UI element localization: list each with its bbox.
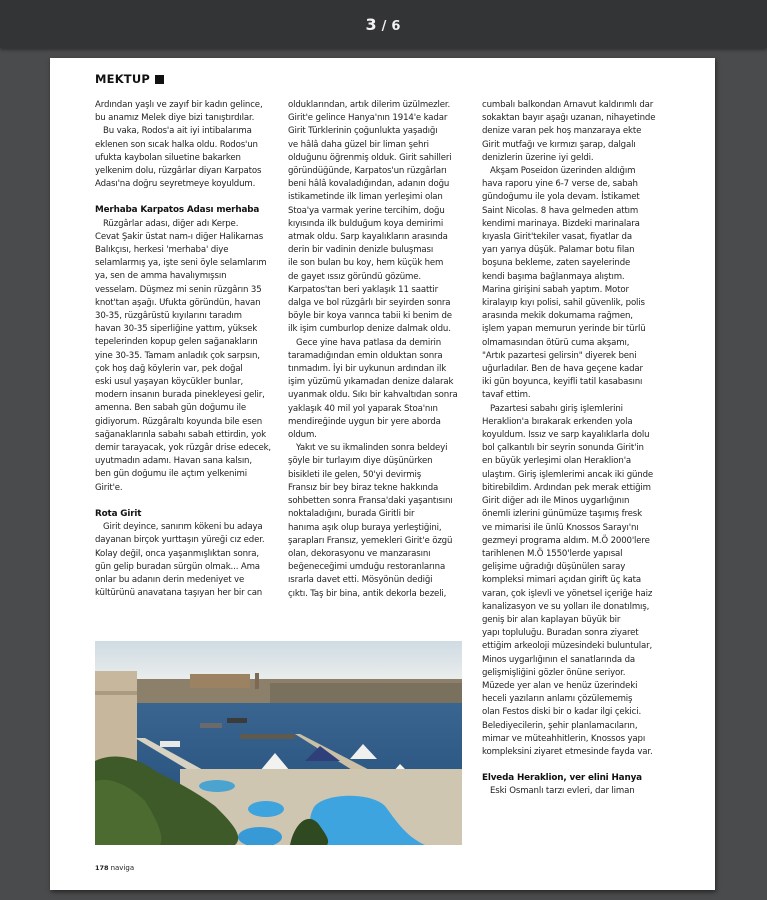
text-line: ısrarla davet etti. Mösyönün dediği xyxy=(288,575,433,586)
text-line: heceli yazıların anlamı çözülememiş xyxy=(482,694,633,705)
text-line: oldum. xyxy=(288,430,317,441)
text-line: ilk işim cumburlop denize dalmak oldu. xyxy=(288,324,451,335)
text-line: derin bir vadinin denizle buluşması xyxy=(288,245,434,256)
text-line: bitirebildim. Ardından pek merak ettiğim xyxy=(482,482,651,493)
subheading: Elveda Heraklion, ver elini Hanya xyxy=(482,773,642,784)
current-page-number: 3 xyxy=(365,14,378,34)
text-line: hava raporu yine 6-7 verse de, sabah xyxy=(482,179,638,190)
text-line: sohbetten sonra Fransa'daki yaşantısını xyxy=(288,496,453,507)
text-line: Gece yine hava patlasa da demirin xyxy=(296,337,442,348)
subheading: Rota Girit xyxy=(95,508,142,519)
text-line: sokaktan bayır aşağı uzanan, nihayetinde xyxy=(482,113,656,124)
text-line: dayanan birçok yurttaşın yüreği cız eder. xyxy=(95,535,265,546)
text-line: çok hoş dağ köylerin var, pek doğal xyxy=(95,363,243,374)
text-line: knot'tan aşağı. Ufukta göründün, havan xyxy=(95,297,261,308)
text-line: Girit diğer adı ile Minos uygarlığının xyxy=(482,496,630,507)
harbor-photo-image xyxy=(95,641,462,845)
text-line: kanalizasyon ve su yolları ile donatılmış, xyxy=(482,601,650,612)
text-line: modern insanın burada pinekleyesi gelir, xyxy=(95,390,265,401)
photo-building xyxy=(95,671,137,761)
text-line: Ardından yaşlı ve zayıf bir kadın gelince, xyxy=(95,100,263,110)
text-line: tarihlenen M.Ö 1550'lerde yapısal xyxy=(482,548,623,559)
text-line: Girit Türklerinin çoğunlukta yaşadığı xyxy=(288,126,438,137)
text-line: sağanaklarınla sabahı sabah ettirdin, yok xyxy=(95,429,266,440)
text-line: Bu vaka, Rodos'a ait iyi intibalarıma xyxy=(103,126,252,137)
paragraph-gap xyxy=(482,759,667,772)
text-line: Girit deyince, sanırım kökeni bu adaya xyxy=(103,522,263,533)
harbor-photo xyxy=(95,641,462,845)
section-tag xyxy=(95,72,164,86)
text-line: beni hâlâ kovaladığından, adanın doğu xyxy=(288,179,450,190)
text-line: ya, sen de amma havalıymışsın xyxy=(95,271,227,282)
text-line: Girit'e. xyxy=(95,482,123,493)
text-line: olan, dekorasyonu ve manzarasını xyxy=(288,548,431,559)
text-line: beğeneceğimi umduğu restoranlarına xyxy=(288,562,446,573)
photo-boat-2 xyxy=(200,723,222,728)
text-line: ufukta kaybolan siluetine bakarken xyxy=(95,152,241,163)
text-line: kültürünü anavatana taşıyan her bir can xyxy=(95,588,263,599)
text-line: ve hâlâ daha güzel bir liman şehri xyxy=(288,139,429,150)
text-line: Adası'na doğru seyretmeye koyuldum. xyxy=(95,179,256,190)
text-line: denize varan pek hoş manzaraya ekte xyxy=(482,126,642,137)
text-line: ulaştım. Giriş işlemlerimi ancak iki günde xyxy=(482,469,654,480)
photo-building-shade xyxy=(95,691,137,695)
text-line: geniş bir alan kaplayan büyük bir xyxy=(482,614,621,625)
text-line: onlar bu adanın derin medeniyet ve xyxy=(95,574,245,585)
photo-boat-3 xyxy=(160,741,180,747)
text-line: noktaladığını, burada Giritli bir xyxy=(288,509,415,520)
page-indicator xyxy=(366,15,402,34)
text-line: varan, çok işlevli ve yönetsel içeriğe haiz xyxy=(482,588,653,599)
text-line: istikametinde ilk liman yerleşimi olan xyxy=(288,192,443,203)
text-line: Karpatos'tan beri yaklaşık 11 saattir xyxy=(288,284,439,295)
square-bullet-icon xyxy=(155,75,164,84)
text-line: denizlerin üzerine iyi geldi. xyxy=(482,152,594,163)
text-line: Kolay değil, onca yaşanmışlıktan sonra, xyxy=(95,548,260,559)
text-line: Heraklion'a bırakarak erkenden yola xyxy=(482,416,633,427)
text-column-1 xyxy=(95,99,275,600)
text-line: tepelerinden kopup gelen sağanakların xyxy=(95,337,258,348)
viewer-toolbar xyxy=(0,0,767,48)
text-column-2 xyxy=(288,99,468,601)
text-line: 30-35, rüzgârüstü kıyılarını taradım xyxy=(95,311,242,322)
text-line: kompleksini ziyaret etmesinde fayda var. xyxy=(482,746,653,757)
text-line: kendimi marinaya. Bizdeki marinalara xyxy=(482,218,640,229)
text-line: mendireğinde uygun bir yere aborda xyxy=(288,416,441,427)
text-line: yine 30-35. Tamam anladık çok sarpsın, xyxy=(95,350,260,361)
photo-tower xyxy=(255,673,259,689)
text-line: uyutmadın adamı. Havan sana kalsın, xyxy=(95,456,252,467)
text-line: Müzede yer alan ve henüz üzerindeki xyxy=(482,680,638,691)
text-line: mimar ve müteahhitlerin, Knossos yapı xyxy=(482,733,646,744)
text-line: de gayet ıssız göründü gözüme. xyxy=(288,271,421,282)
text-line: taramadığından emin olduktan sonra xyxy=(288,350,443,361)
folio-page-number: 178 xyxy=(95,864,109,872)
text-line: kıyısında ilk bulduğum koya demirimi xyxy=(288,218,444,229)
text-line: boşuna bekleme, zaten sayelerinde xyxy=(482,258,631,269)
text-line: Fransız bir bey biraz tekne hakkında xyxy=(288,482,439,493)
text-line: Saint Nicolas. 8 hava gelmeden attım xyxy=(482,205,639,216)
text-line: Minos uygarlığının el sanatlarında da xyxy=(482,654,636,665)
text-line: hanıma aşık olup buraya yerleştiğini, xyxy=(288,522,442,533)
text-line: önemli izlerini günümüze taşımış fresk xyxy=(482,509,642,520)
text-line: şarapları Fransız, yemekleri Girit'e özgü xyxy=(288,535,453,546)
text-line: bu anamız Melek diye bizi tanıştırdılar. xyxy=(95,113,255,124)
text-line: olmamasından ötürü cuma akşamı, xyxy=(482,337,630,348)
text-line: Balıkçısı, herkesi 'merhaba' diye xyxy=(95,245,229,256)
text-line: Eski Osmanlı tarzı evleri, dar liman xyxy=(490,786,635,797)
photo-fountain xyxy=(199,780,235,792)
text-line: kompleksi mimari açıdan girift üç kata xyxy=(482,575,641,586)
text-line: kiralayıp kıyı polisi, sahil güvenlik, polis xyxy=(482,298,645,309)
photo-pier xyxy=(240,734,295,739)
text-line: uğurladılar. Ben de hava geçene kadar xyxy=(482,364,643,375)
text-line: bisikleti ile gelen, 50'yi devirmiş xyxy=(288,469,422,480)
text-line: yaklaşık 40 mil yol yaparak Stoa'nın xyxy=(288,403,438,414)
text-line: Pazartesi sabahı giriş işlemlerini xyxy=(490,403,623,414)
text-line: ve mimarisi ile ünlü Knossos Sarayı'nı xyxy=(482,522,639,533)
text-line: atmak oldu. Sarp kayalıkların arasında xyxy=(288,232,448,243)
text-line: Yakıt ve su ikmalinden sonra beldeyi xyxy=(296,443,448,454)
photo-hillside xyxy=(270,683,462,705)
text-line: demir tarayacak, yok rüzgâr drise edecek, xyxy=(95,443,271,454)
text-line: böyle bir koya varınca tabii ki benim de xyxy=(288,311,452,322)
text-line: eski usul yaşayan köycükler bunlar, xyxy=(95,377,244,388)
subheading: Merhaba Karpatos Adası merhaba xyxy=(95,205,260,216)
text-line: vesselam. Düşmez mi senin rüzgârın 35 xyxy=(95,284,262,295)
text-line: uyanmak oldu. Sıkı bir kahvaltıdan sonra xyxy=(288,390,458,401)
text-line: Stoa'ya varmak yerine tercihim, doğu xyxy=(288,205,445,216)
text-line: ile son bulan bu koy, hem küçük hem xyxy=(288,258,444,269)
text-line: Girit'e gelince Hanya'nın 1914'e kadar xyxy=(288,113,448,124)
text-line: yapı topluluğu. Buradan sonra ziyaret xyxy=(482,628,639,639)
text-column-3 xyxy=(482,99,667,799)
text-line: işim yüzümü yıkamadan denize dalarak xyxy=(288,377,454,388)
text-line: ben gün doğumu ile açtım yelkenimi xyxy=(95,469,248,480)
photo-fortress xyxy=(190,674,250,688)
text-line: kıyasla Girit'tekiler vasat, fiyatlar da xyxy=(482,232,632,243)
text-line: koyuldum. Issız ve sarp kayalıklarla dolu xyxy=(482,430,650,441)
text-line: Akşam Poseidon üzerinden aldığım xyxy=(490,166,636,177)
text-line: arasında mekik dokumama rağmen, xyxy=(482,311,633,322)
text-line: eklenen son sıcak halka oldu. Rodos'un xyxy=(95,139,258,150)
section-tag-label: MEKTUP xyxy=(95,72,151,86)
text-line: "Artık pazartesi gelirsin" diyerek beni xyxy=(482,350,637,361)
photo-small-pool xyxy=(248,801,284,817)
text-line: selamlarmış ya, işte seni öyle selamlarım xyxy=(95,258,267,269)
paragraph-gap xyxy=(95,495,275,508)
text-line: iki gün boyunca, keyifli tatil kasabasını xyxy=(482,377,643,388)
text-line: Girit mutfağı ve kırmızı şarap, dalgalı xyxy=(482,139,636,150)
text-line: Marina girişini sabah yaptım. Motor xyxy=(482,284,629,295)
page-separator: / xyxy=(381,18,388,34)
text-line: Cevat Şakir üstat nam-ı diğer Halikarnas xyxy=(95,231,264,242)
text-line: gezmeyi programa aldım. M.Ö 2000'lere xyxy=(482,535,650,546)
text-line: en büyük yerleşimi olan Heraklion'a xyxy=(482,456,632,467)
paragraph-gap xyxy=(95,191,275,204)
text-line: olduklarından, artık dilerim üzülmezler. xyxy=(288,100,451,110)
text-line: tınmadım. İyi bir uykunun ardından ilk xyxy=(288,364,447,375)
text-line: şöyle bir turlayım diye düşünürken xyxy=(288,456,433,467)
text-line: olan Festos diski bir o kadar ilgi çekici. xyxy=(482,707,642,718)
folio-brand: naviga xyxy=(110,864,135,872)
text-line: tavaf ettim. xyxy=(482,390,531,401)
total-pages: 6 xyxy=(391,18,402,34)
text-line: gündoğumu ile yola devam. İstikamet xyxy=(482,192,640,203)
photo-boat-1 xyxy=(227,718,247,723)
text-line: işlem yapan memurun yerinde bir türlü xyxy=(482,324,646,335)
document-page xyxy=(50,58,715,890)
text-line: ettiğim arkeoloji müzesindeki buluntular, xyxy=(482,641,653,652)
text-line: gelişmişliğini gözler önüne seriyor. xyxy=(482,667,626,678)
text-line: gelişime uğradığı düşünülen saray xyxy=(482,562,626,573)
text-line: bol çalkantılı bir seyrin sonunda Girit'in xyxy=(482,443,644,454)
text-line: kendi başıma bağlanmaya alıştım. xyxy=(482,271,625,282)
text-line: gidiyorum. Rüzgâraltı koyunda bile esen xyxy=(95,416,263,427)
text-line: Belediyecilerin, şehir planlamacıların, xyxy=(482,720,638,731)
page-folio xyxy=(95,864,134,872)
text-line: olduğunu öğrenmiş olduk. Girit sahilleri xyxy=(288,152,452,163)
text-line: yelkenim dolu, rüzgârlar diyarı Karpatos xyxy=(95,166,262,177)
text-line: cumbalı balkondan Arnavut kaldırımlı dar xyxy=(482,100,654,110)
text-line: havan 30-35 siperliğine yattım, yüksek xyxy=(95,324,258,335)
text-line: gün gelip buradan sürgün olmak... Ama xyxy=(95,561,260,572)
text-line: Rüzgârlar adası, diğer adı Kerpe. xyxy=(103,218,239,229)
text-line: göründüğünde, Karpatos'un rüzgârları xyxy=(288,166,447,177)
text-line: yarı yarıya düşük. Palamar botu filan xyxy=(482,245,635,256)
text-line: çıktı. Taş bir bina, antik dekorla bezeli, xyxy=(288,588,447,599)
text-line: amenna. Ben sabah gün doğumu ile xyxy=(95,403,247,414)
text-line: dalga ve bol rüzgârlı bir seyirden sonra xyxy=(288,298,451,309)
